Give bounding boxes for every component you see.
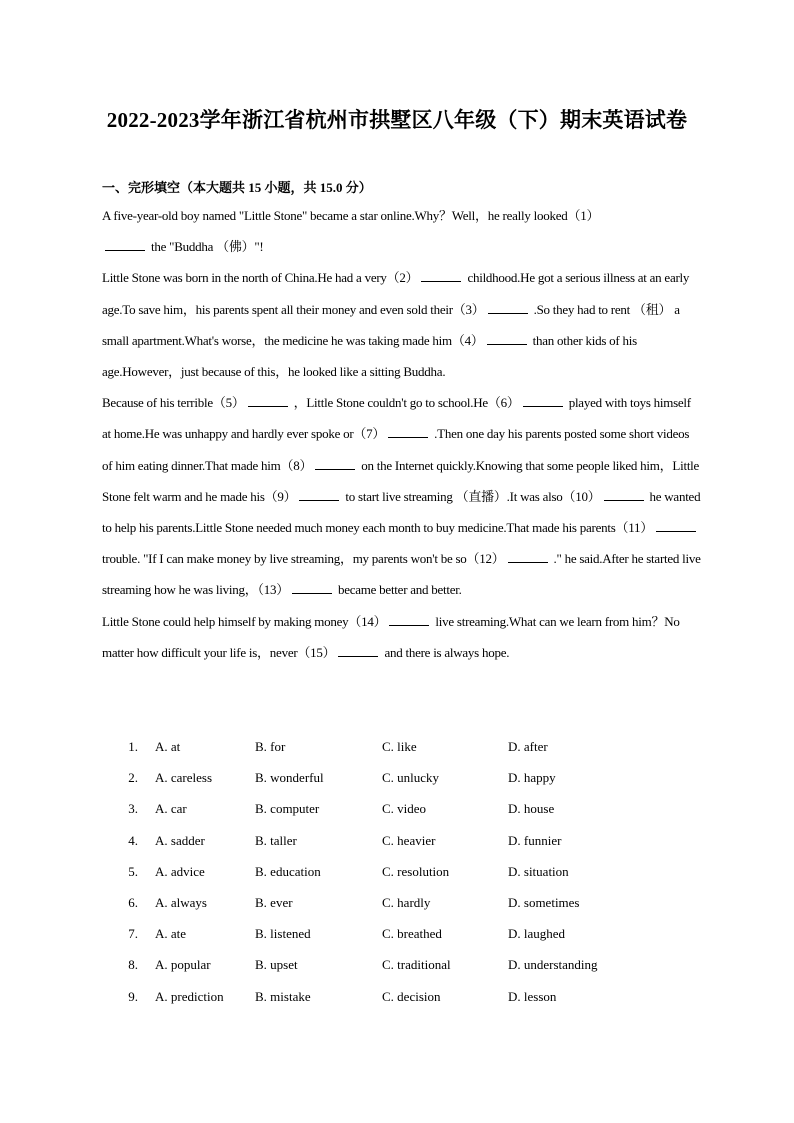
option-b: B. taller xyxy=(255,832,297,848)
answer-blank-3 xyxy=(488,301,528,314)
option-d: D. funnier xyxy=(508,832,562,848)
passage-paragraph-4 xyxy=(102,606,702,668)
option-b: B. for xyxy=(255,739,286,754)
question-number: 3. xyxy=(128,801,138,817)
question-row-2 xyxy=(120,762,700,793)
answer-blank-2 xyxy=(421,269,461,282)
answer-blank-4 xyxy=(487,332,527,345)
answer-blank-14 xyxy=(389,613,429,626)
answer-blank-7 xyxy=(388,425,428,438)
option-b: B. mistake xyxy=(255,988,311,1004)
passage-text: .Then one day his parents posted some short videos of him eating dinner.That made him（8） xyxy=(102,426,690,473)
answer-blank-6 xyxy=(523,394,563,407)
section-heading: 一、完形填空（本大题共 15 小题，共 15.0 分） xyxy=(102,180,372,195)
option-b: B. upset xyxy=(255,957,298,973)
option-b: B. listened xyxy=(255,926,311,942)
option-a: A. car xyxy=(155,801,187,817)
answer-blank-12 xyxy=(508,550,548,563)
question-number: 4. xyxy=(128,832,138,848)
question-row-6 xyxy=(120,887,700,918)
option-a: A. advice xyxy=(155,863,205,879)
question-row-4 xyxy=(120,825,700,856)
passage-text: on the Internet quickly.Knowing that some people liked him，Little Stone felt warm and he made his（9） xyxy=(102,457,700,504)
cloze-passage xyxy=(102,200,702,668)
answer-options xyxy=(120,731,700,1012)
option-a: A. careless xyxy=(155,770,213,786)
option-c: C. resolution xyxy=(382,863,450,879)
passage-text: became better and better. xyxy=(334,582,462,598)
option-a: A. at xyxy=(155,739,181,754)
passage-text: live streaming.What can we learn from him？No matter how difficult your life is，never（15） xyxy=(102,613,680,660)
passage-text: .So they had to rent （租） a small apartment.What's worse，the medicine he was taking made him（4） xyxy=(102,301,680,348)
question-row-1 xyxy=(120,731,700,762)
question-number: 1. xyxy=(128,739,138,754)
option-d: D. situation xyxy=(508,863,569,879)
option-c: C. traditional xyxy=(382,957,451,973)
option-a: A. always xyxy=(155,894,207,910)
passage-text: A five-year-old boy named "Little Stone" became a star online.Why？Well，he really looked（1） xyxy=(102,208,600,223)
option-a: A. sadder xyxy=(155,832,205,848)
question-row-8 xyxy=(120,949,700,980)
passage-text: ." he said.After he started live streaming how he was living，（13） xyxy=(102,551,701,598)
passage-text: trouble. "If I can make money by live streaming，my parents won't be so（12） xyxy=(102,551,505,567)
option-a: A. popular xyxy=(155,957,211,973)
question-row-7 xyxy=(120,918,700,949)
option-a: A. prediction xyxy=(155,988,224,1004)
question-number: 2. xyxy=(128,770,138,786)
answer-blank-11 xyxy=(656,519,696,532)
passage-paragraph-3 xyxy=(102,387,702,605)
question-row-9 xyxy=(120,981,700,1012)
answer-blank-8 xyxy=(315,457,355,470)
question-row-3 xyxy=(120,793,700,824)
option-d: D. sometimes xyxy=(508,894,580,910)
option-b: B. education xyxy=(255,863,321,879)
option-d: D. house xyxy=(508,801,555,817)
passage-text: he wanted to help his parents.Little Stone needed much money each month to buy medicine.That made his parents（11） xyxy=(102,488,701,536)
answer-blank-15 xyxy=(338,644,378,657)
passage-text: the "Buddha （佛）"! xyxy=(148,239,264,255)
answer-blank-13 xyxy=(292,581,332,594)
passage-text: to start live streaming （直播）.It was also（10） xyxy=(342,488,601,504)
question-number: 6. xyxy=(128,894,138,910)
passage-text: played with toys himself at home.He was unhappy and hardly ever spoke or（7） xyxy=(102,395,691,442)
option-c: C. unlucky xyxy=(382,770,440,786)
passage-text: ，Little Stone couldn't go to school.He（6） xyxy=(290,395,520,411)
question-number: 7. xyxy=(128,926,138,942)
passage-paragraph-2 xyxy=(102,262,702,387)
question-number: 9. xyxy=(128,988,138,1004)
question-row-5 xyxy=(120,856,700,887)
answer-blank-1 xyxy=(105,238,145,251)
option-b: B. ever xyxy=(255,894,293,910)
answer-blank-5 xyxy=(248,394,288,407)
passage-text: and there is always hope. xyxy=(381,644,510,660)
passage-text: Little Stone was born in the north of China.He had a very（2） xyxy=(102,270,419,286)
passage-text: childhood.He got a serious illness at an early age.To save him，his parents spent all their money and even sold their（3） xyxy=(102,270,690,317)
page-title: 2022-2023学年浙江省杭州市拱墅区八年级（下）期末英语试卷 xyxy=(106,108,688,132)
option-b: B. computer xyxy=(255,801,320,817)
answer-blank-9 xyxy=(299,488,339,501)
answer-blank-10 xyxy=(604,488,644,501)
option-c: C. breathed xyxy=(382,926,442,942)
passage-text: Because of his terrible（5） xyxy=(102,395,245,411)
option-d: D. understanding xyxy=(508,957,598,973)
option-d: D. laughed xyxy=(508,926,566,942)
option-d: D. lesson xyxy=(508,988,557,1004)
question-number: 8. xyxy=(128,957,138,973)
option-c: C. like xyxy=(382,739,417,754)
option-c: C. video xyxy=(382,801,427,817)
option-a: A. ate xyxy=(155,926,187,942)
passage-text: than other kids of his age.However，just because of this，he looked like a sitting Buddha. xyxy=(102,332,637,380)
option-c: C. heavier xyxy=(382,832,436,848)
passage-text: Little Stone could help himself by making money（14） xyxy=(102,613,387,629)
question-number: 5. xyxy=(128,863,138,879)
option-d: D. happy xyxy=(508,770,556,786)
option-d: D. after xyxy=(508,739,548,754)
option-b: B. wonderful xyxy=(255,770,324,786)
option-c: C. decision xyxy=(382,988,441,1004)
option-c: C. hardly xyxy=(382,894,431,910)
passage-paragraph-1 xyxy=(102,200,702,262)
